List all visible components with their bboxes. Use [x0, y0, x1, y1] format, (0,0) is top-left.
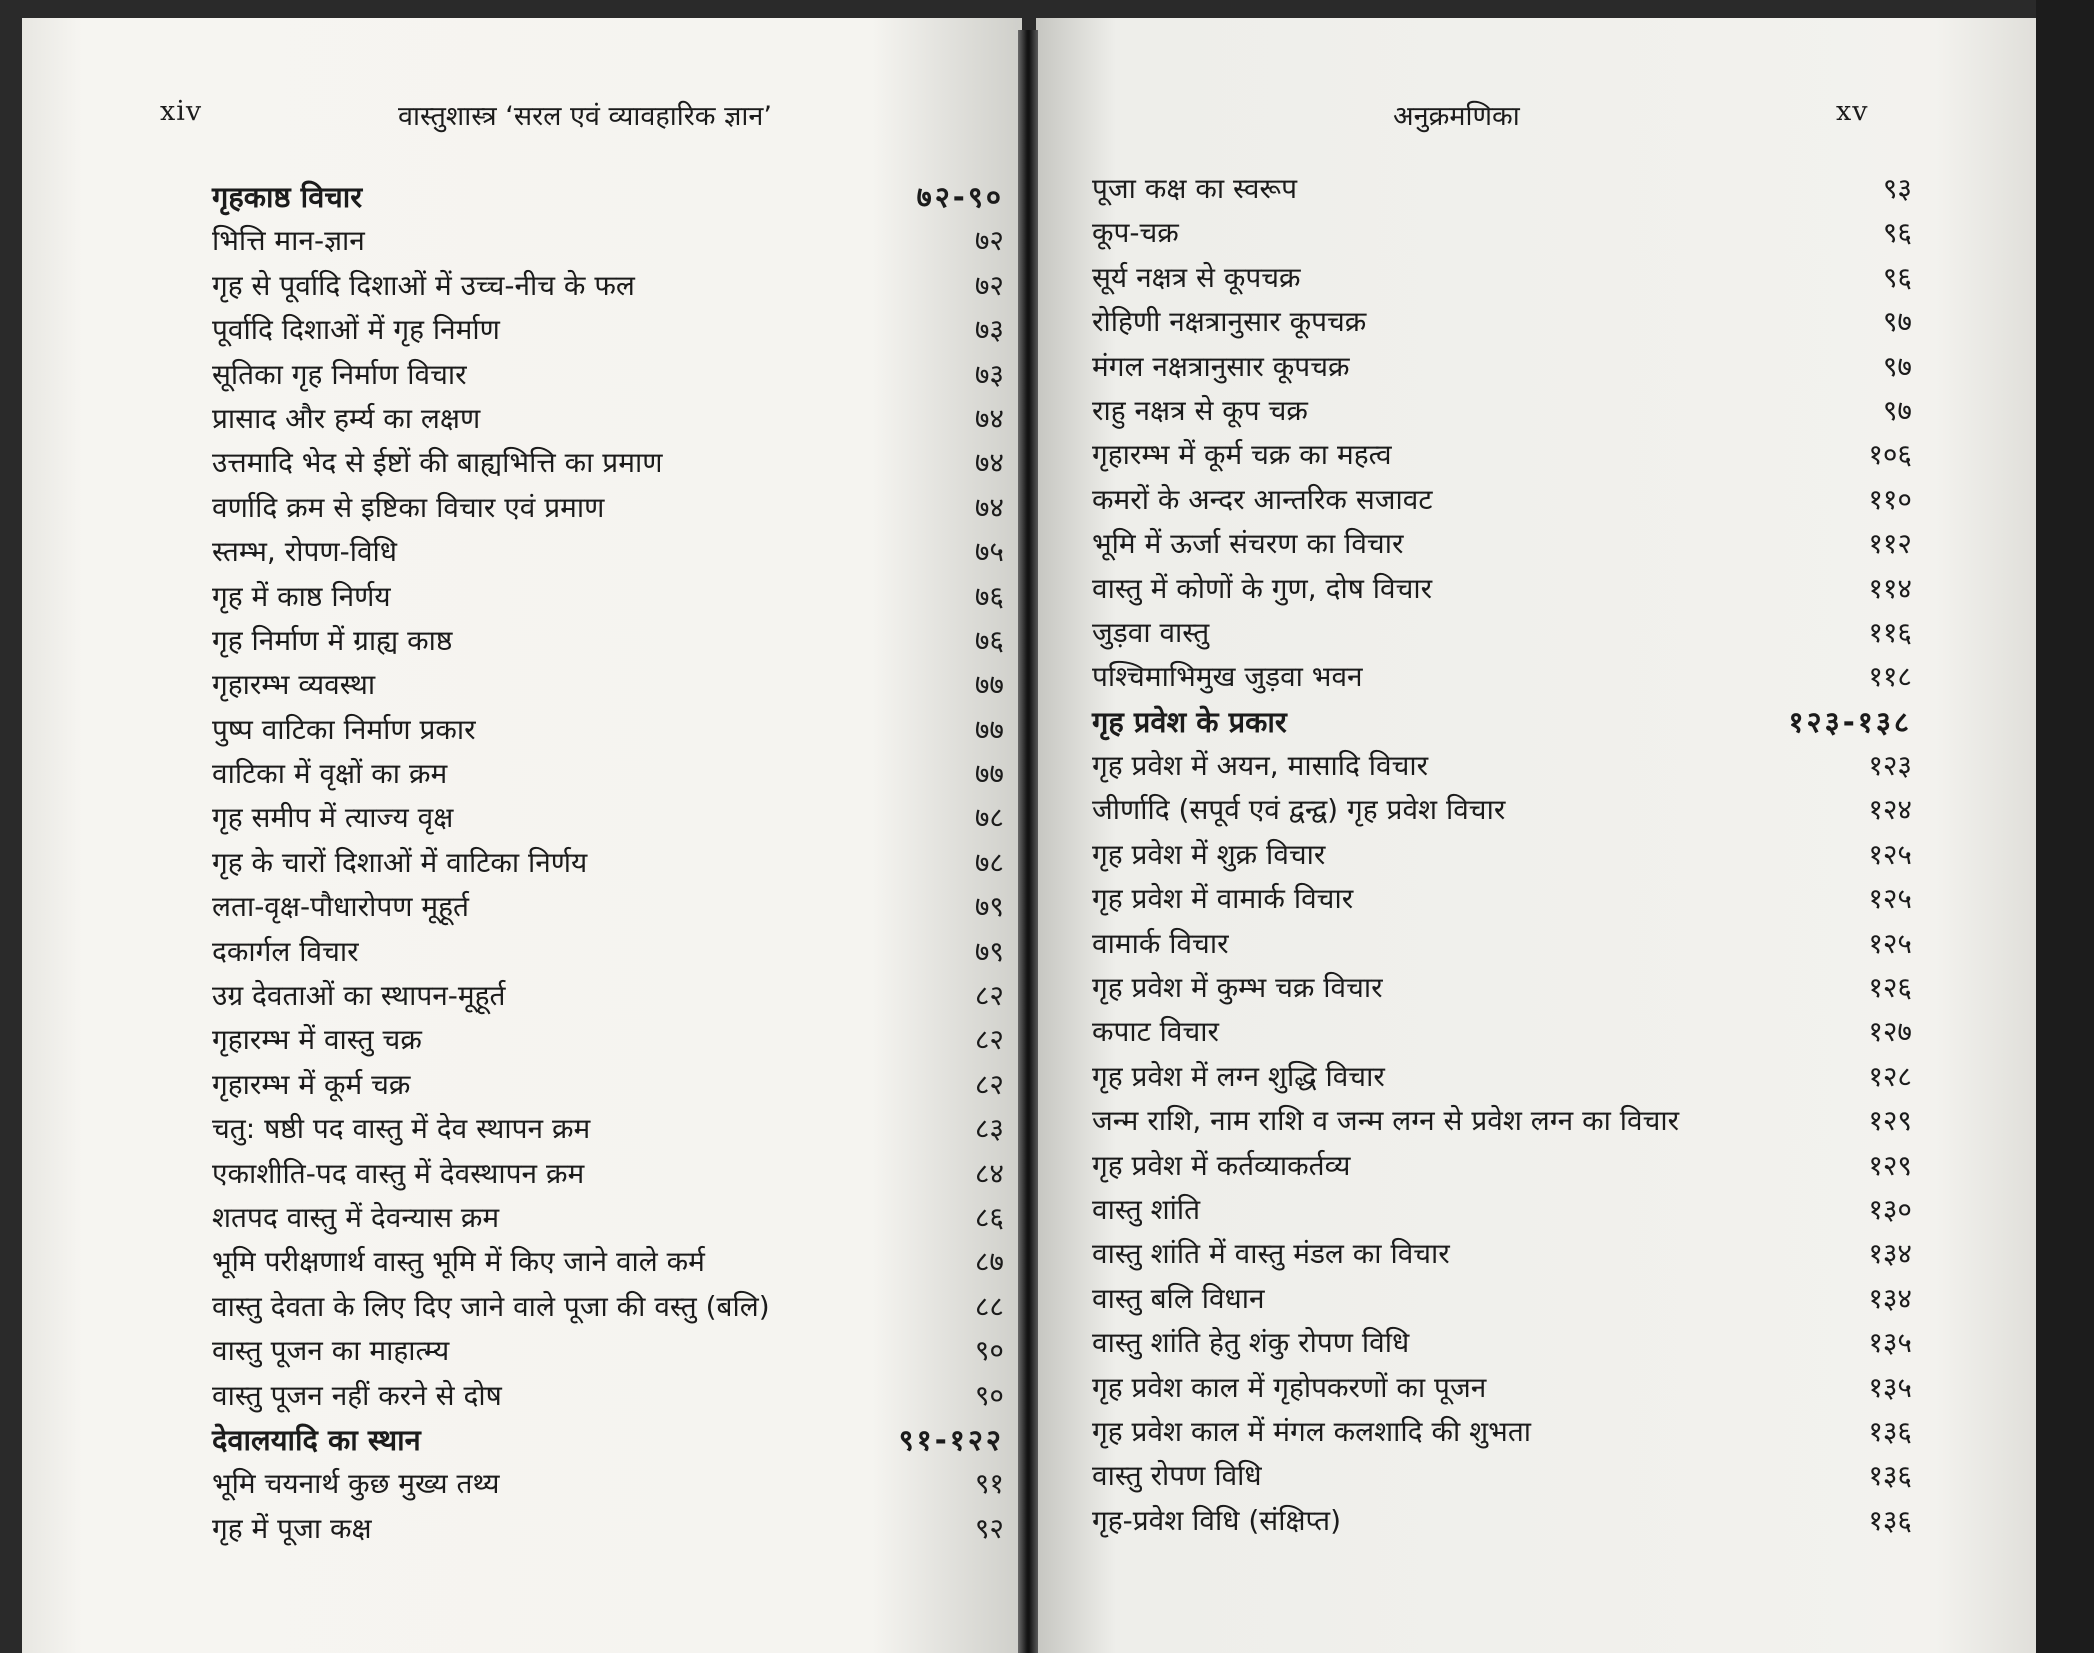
toc-entry-title: गृह प्रवेश में शुक्र विचार: [1092, 837, 1326, 871]
toc-entry-title: गृह प्रवेश के प्रकार: [1092, 704, 1287, 739]
toc-entry-page: १२३-१३८: [1788, 704, 1912, 739]
toc-entry-page: ९२: [974, 1511, 1004, 1545]
toc-entry-page: १३४: [1868, 1281, 1912, 1315]
toc-entry[interactable]: [212, 308, 1004, 352]
toc-entry-title: गृह-प्रवेश विधि (संक्षिप्त): [1092, 1503, 1342, 1537]
toc-entry-page: ९७: [1882, 305, 1912, 339]
toc-entry[interactable]: [1092, 1410, 1912, 1454]
toc-entry-page: ९१: [974, 1467, 1004, 1501]
toc-entry-page: ११४: [1868, 571, 1912, 605]
toc-entry-page: ९१-१२२: [898, 1422, 1004, 1457]
toc-entry[interactable]: [212, 752, 1004, 796]
toc-entry-page: १२५: [1868, 882, 1912, 916]
toc-entry-title: गृह प्रवेश में अयन, मासादि विचार: [1092, 749, 1429, 783]
toc-entry[interactable]: [1092, 1321, 1912, 1365]
toc-entry[interactable]: [1092, 877, 1912, 921]
toc-entry-page: ७३: [974, 357, 1004, 391]
toc-entry-page: ७७: [974, 668, 1004, 702]
toc-entry-title: वर्णादि क्रम से इष्टिका विचार एवं प्रमाण: [212, 490, 605, 524]
toc-entry-page: ९७: [1882, 349, 1912, 383]
toc-entry-title: गृह में काष्ठ निर्णय: [212, 579, 391, 613]
toc-entry-page: ७९: [974, 890, 1004, 924]
toc-entry-page: ११६: [1868, 615, 1912, 649]
toc-entry[interactable]: [1092, 1277, 1912, 1321]
toc-entry-title: उत्तमादि भेद से ईष्टों की बाह्यभित्ति का प्रमाण: [212, 446, 663, 480]
toc-entry-title: सूर्य नक्षत्र से कूपचक्र: [1092, 260, 1301, 294]
toc-entry-title: वास्तु पूजन नहीं करने से दोष: [212, 1378, 502, 1412]
toc-entry-page: १३६: [1868, 1503, 1912, 1537]
toc-entry-page: ९६: [1882, 216, 1912, 250]
toc-entry-page: १२३: [1868, 749, 1912, 783]
toc-entry-page: ११८: [1868, 660, 1912, 694]
toc-entry[interactable]: [212, 1329, 1004, 1373]
right-toc-list: [1092, 167, 1912, 1543]
toc-entry-title: कमरों के अन्दर आन्तरिक सजावट: [1092, 482, 1433, 516]
toc-entry-page: १२९: [1868, 1148, 1912, 1182]
toc-entry-page: ९७: [1882, 393, 1912, 427]
toc-entry[interactable]: [1092, 167, 1912, 211]
toc-entry-title: गृहकाष्ठ विचार: [212, 180, 363, 214]
toc-entry-title: जीर्णादि (सपूर्व एवं द्वन्द्व) गृह प्रवेश विचार: [1092, 793, 1506, 827]
toc-entry[interactable]: [212, 1285, 1004, 1329]
toc-entry-page: १२७: [1868, 1015, 1912, 1049]
toc-entry-title: कपाट विचार: [1092, 1015, 1219, 1049]
toc-entry-page: ७५: [974, 535, 1004, 569]
toc-entry-title: वास्तु रोपण विधि: [1092, 1459, 1262, 1493]
toc-entry-title: गृहारम्भ में कूर्म चक्र का महत्व: [1092, 438, 1392, 472]
toc-entry-title: पश्चिमाभिमुख जुड़वा भवन: [1092, 660, 1363, 694]
toc-entry-title: वास्तु शांति में वास्तु मंडल का विचार: [1092, 1237, 1450, 1271]
toc-entry-page: ८८: [974, 1289, 1004, 1323]
toc-entry-page: ८२: [974, 979, 1004, 1013]
toc-entry-title: राहु नक्षत्र से कूप चक्र: [1092, 393, 1308, 427]
toc-entry-page: ७६: [974, 579, 1004, 613]
toc-entry[interactable]: [1092, 211, 1912, 255]
toc-entry-page: १३६: [1868, 1414, 1912, 1448]
toc-entry[interactable]: [212, 575, 1004, 619]
toc-entry-title: शतपद वास्तु में देवन्यास क्रम: [212, 1200, 500, 1234]
toc-entry-page: १२५: [1868, 837, 1912, 871]
toc-entry-title: कूप-चक्र: [1092, 216, 1179, 250]
page-edge: [2036, 0, 2094, 1653]
toc-entry-title: गृह प्रवेश में वामार्क विचार: [1092, 882, 1354, 916]
right-folio: xv: [1836, 96, 1869, 127]
toc-entry-page: ८७: [974, 1245, 1004, 1279]
toc-entry-title: गृह निर्माण में ग्राह्य काष्ठ: [212, 623, 453, 657]
toc-entry[interactable]: [212, 796, 1004, 840]
toc-entry-title: जन्म राशि, नाम राशि व जन्म लग्न से प्रवेश लग्न का विचार: [1092, 1104, 1680, 1138]
toc-entry-page: ७४: [974, 446, 1004, 480]
toc-entry[interactable]: [1092, 922, 1912, 966]
toc-entry-title: लता-वृक्ष-पौधारोपण मूहूर्त: [212, 890, 470, 924]
toc-entry-page: ११०: [1868, 482, 1912, 516]
toc-entry-page: ७८: [974, 845, 1004, 879]
toc-entry[interactable]: [212, 397, 1004, 441]
toc-entry[interactable]: [1092, 744, 1912, 788]
toc-entry[interactable]: [212, 1018, 1004, 1062]
toc-entry-title: जुड़वा वास्तु: [1092, 615, 1210, 649]
left-running-head: वास्तुशास्त्र ‘सरल एवं व्यावहारिक ज्ञान’: [398, 101, 772, 132]
toc-entry[interactable]: [1092, 611, 1912, 655]
toc-entry[interactable]: [212, 1240, 1004, 1284]
toc-entry-page: ८६: [974, 1200, 1004, 1234]
toc-entry[interactable]: [1092, 433, 1912, 477]
toc-entry-page: ७२: [974, 224, 1004, 258]
toc-entry-page: ७९: [974, 934, 1004, 968]
toc-entry-page: १०६: [1868, 438, 1912, 472]
toc-entry-page: ९०: [974, 1378, 1004, 1412]
toc-entry-page: ७४: [974, 401, 1004, 435]
toc-entry-title: गृह प्रवेश काल में गृहोपकरणों का पूजन: [1092, 1370, 1487, 1404]
toc-entry-page: ७२-९०: [916, 180, 1004, 214]
toc-entry-page: ११२: [1868, 527, 1912, 561]
toc-entry[interactable]: [1092, 522, 1912, 566]
toc-section-heading[interactable]: [212, 1418, 1004, 1462]
toc-entry[interactable]: [1092, 478, 1912, 522]
toc-entry-title: सूतिका गृह निर्माण विचार: [212, 357, 467, 391]
toc-entry[interactable]: [212, 663, 1004, 707]
toc-entry-title: स्तम्भ, रोपण-विधि: [212, 535, 397, 569]
toc-entry[interactable]: [212, 1462, 1004, 1506]
toc-entry-title: दकार्गल विचार: [212, 934, 359, 968]
toc-entry[interactable]: [1092, 655, 1912, 699]
toc-entry[interactable]: [212, 1152, 1004, 1196]
toc-entry-title: वास्तु में कोणों के गुण, दोष विचार: [1092, 571, 1433, 605]
right-running-head: अनुक्रमणिका: [1393, 101, 1520, 132]
toc-entry-page: १२६: [1868, 971, 1912, 1005]
toc-entry-title: गृह से पूर्वादि दिशाओं में उच्च-नीच के फल: [212, 268, 635, 302]
toc-entry-page: ८३: [974, 1112, 1004, 1146]
toc-entry-title: एकाशीति-पद वास्तु में देवस्थापन क्रम: [212, 1156, 585, 1190]
toc-entry-page: १२५: [1868, 926, 1912, 960]
toc-entry[interactable]: [1092, 788, 1912, 832]
toc-entry-title: पूर्वादि दिशाओं में गृह निर्माण: [212, 313, 500, 347]
toc-entry-page: ७७: [974, 712, 1004, 746]
toc-entry[interactable]: [212, 1507, 1004, 1551]
toc-entry-page: ७२: [974, 268, 1004, 302]
toc-entry-title: देवालयादि का स्थान: [212, 1422, 421, 1457]
toc-entry-title: गृह में पूजा कक्ष: [212, 1511, 372, 1545]
toc-entry-title: रोहिणी नक्षत्रानुसार कूपचक्र: [1092, 305, 1367, 339]
toc-entry-title: चतु: षष्ठी पद वास्तु में देव स्थापन क्रम: [212, 1112, 591, 1146]
toc-entry-title: वाटिका में वृक्षों का क्रम: [212, 757, 448, 791]
toc-entry[interactable]: [1092, 256, 1912, 300]
book-gutter: [1018, 30, 1038, 1653]
toc-entry-page: ८२: [974, 1067, 1004, 1101]
toc-entry-page: ७८: [974, 801, 1004, 835]
toc-entry-title: प्रासाद और हर्म्य का लक्षण: [212, 401, 481, 435]
toc-entry-page: १२८: [1868, 1059, 1912, 1093]
toc-entry-title: गृहारम्भ में कूर्म चक्र: [212, 1067, 411, 1101]
toc-entry-page: १३५: [1868, 1326, 1912, 1360]
toc-entry-page: ७७: [974, 757, 1004, 791]
toc-entry-title: वास्तु देवता के लिए दिए जाने वाले पूजा की वस्तु (बलि): [212, 1289, 770, 1323]
toc-entry[interactable]: [1092, 1232, 1912, 1276]
toc-entry[interactable]: [212, 885, 1004, 929]
toc-entry[interactable]: [212, 1196, 1004, 1240]
toc-entry[interactable]: [1092, 389, 1912, 433]
toc-entry[interactable]: [1092, 1010, 1912, 1054]
toc-entry[interactable]: [212, 530, 1004, 574]
toc-entry[interactable]: [1092, 1188, 1912, 1232]
toc-entry[interactable]: [212, 486, 1004, 530]
toc-entry-page: १२९: [1868, 1104, 1912, 1138]
toc-entry-page: ७४: [974, 490, 1004, 524]
toc-entry-page: ९६: [1882, 260, 1912, 294]
toc-entry[interactable]: [1092, 1055, 1912, 1099]
toc-entry-title: गृहारम्भ व्यवस्था: [212, 668, 376, 702]
toc-entry[interactable]: [212, 841, 1004, 885]
toc-entry[interactable]: [1092, 1144, 1912, 1188]
toc-entry-page: १३०: [1868, 1192, 1912, 1226]
toc-entry-title: वास्तु शांति हेतु शंकु रोपण विधि: [1092, 1326, 1410, 1360]
toc-entry[interactable]: [212, 441, 1004, 485]
toc-entry-title: वास्तु पूजन का माहात्म्य: [212, 1334, 450, 1368]
toc-entry[interactable]: [212, 974, 1004, 1018]
left-toc-list: [212, 175, 1004, 1551]
toc-entry[interactable]: [1092, 1099, 1912, 1143]
toc-entry[interactable]: [1092, 1366, 1912, 1410]
toc-entry-page: ७३: [974, 313, 1004, 347]
toc-entry-page: १२४: [1868, 793, 1912, 827]
toc-entry[interactable]: [1092, 300, 1912, 344]
toc-entry-title: गृह के चारों दिशाओं में वाटिका निर्णय: [212, 845, 588, 879]
toc-entry-page: ९०: [974, 1334, 1004, 1368]
toc-entry[interactable]: [212, 1107, 1004, 1151]
toc-entry-title: भूमि में ऊर्जा संचरण का विचार: [1092, 527, 1404, 561]
toc-entry-title: गृह प्रवेश में कुम्भ चक्र विचार: [1092, 971, 1383, 1005]
toc-entry-page: १३५: [1868, 1370, 1912, 1404]
toc-entry-title: उग्र देवताओं का स्थापन-मूहूर्त: [212, 979, 506, 1013]
toc-entry[interactable]: [1092, 567, 1912, 611]
toc-entry-page: १३४: [1868, 1237, 1912, 1271]
toc-section-heading[interactable]: [1092, 700, 1912, 744]
toc-entry-title: गृह प्रवेश में लग्न शुद्धि विचार: [1092, 1059, 1385, 1093]
toc-entry-title: पुष्प वाटिका निर्माण प्रकार: [212, 712, 476, 746]
toc-entry[interactable]: [212, 930, 1004, 974]
toc-entry-page: ९३: [1882, 172, 1912, 205]
toc-entry-page: ७६: [974, 623, 1004, 657]
toc-entry-title: गृह समीप में त्याज्य वृक्ष: [212, 801, 454, 835]
left-folio: xiv: [160, 96, 203, 127]
toc-entry-title: वास्तु बलि विधान: [1092, 1281, 1265, 1315]
toc-entry[interactable]: [1092, 966, 1912, 1010]
toc-entry-page: ८४: [974, 1156, 1004, 1190]
toc-entry[interactable]: [212, 219, 1004, 263]
toc-entry[interactable]: [1092, 1499, 1912, 1543]
toc-entry[interactable]: [212, 353, 1004, 397]
toc-entry-title: गृह प्रवेश काल में मंगल कलशादि की शुभता: [1092, 1414, 1532, 1448]
toc-entry[interactable]: [212, 264, 1004, 308]
toc-entry-title: भूमि चयनार्थ कुछ मुख्य तथ्य: [212, 1467, 500, 1501]
toc-entry-title: मंगल नक्षत्रानुसार कूपचक्र: [1092, 349, 1350, 383]
toc-section-heading[interactable]: [212, 175, 1004, 219]
toc-entry-page: १३६: [1868, 1459, 1912, 1493]
toc-entry-title: वामार्क विचार: [1092, 926, 1229, 960]
toc-entry-page: ८२: [974, 1023, 1004, 1057]
toc-entry[interactable]: [1092, 1454, 1912, 1498]
toc-entry-title: गृह प्रवेश में कर्तव्याकर्तव्य: [1092, 1148, 1351, 1182]
toc-entry[interactable]: [212, 619, 1004, 663]
toc-entry-title: पूजा कक्ष का स्वरूप: [1092, 172, 1298, 205]
toc-entry[interactable]: [212, 1063, 1004, 1107]
toc-entry-title: गृहारम्भ में वास्तु चक्र: [212, 1023, 422, 1057]
toc-entry[interactable]: [1092, 345, 1912, 389]
toc-entry[interactable]: [212, 1374, 1004, 1418]
toc-entry-title: भूमि परीक्षणार्थ वास्तु भूमि में किए जाने वाले कर्म: [212, 1245, 705, 1279]
toc-entry[interactable]: [1092, 833, 1912, 877]
toc-entry-title: वास्तु शांति: [1092, 1192, 1201, 1226]
toc-entry-title: भित्ति मान-ज्ञान: [212, 224, 365, 258]
toc-entry[interactable]: [212, 708, 1004, 752]
